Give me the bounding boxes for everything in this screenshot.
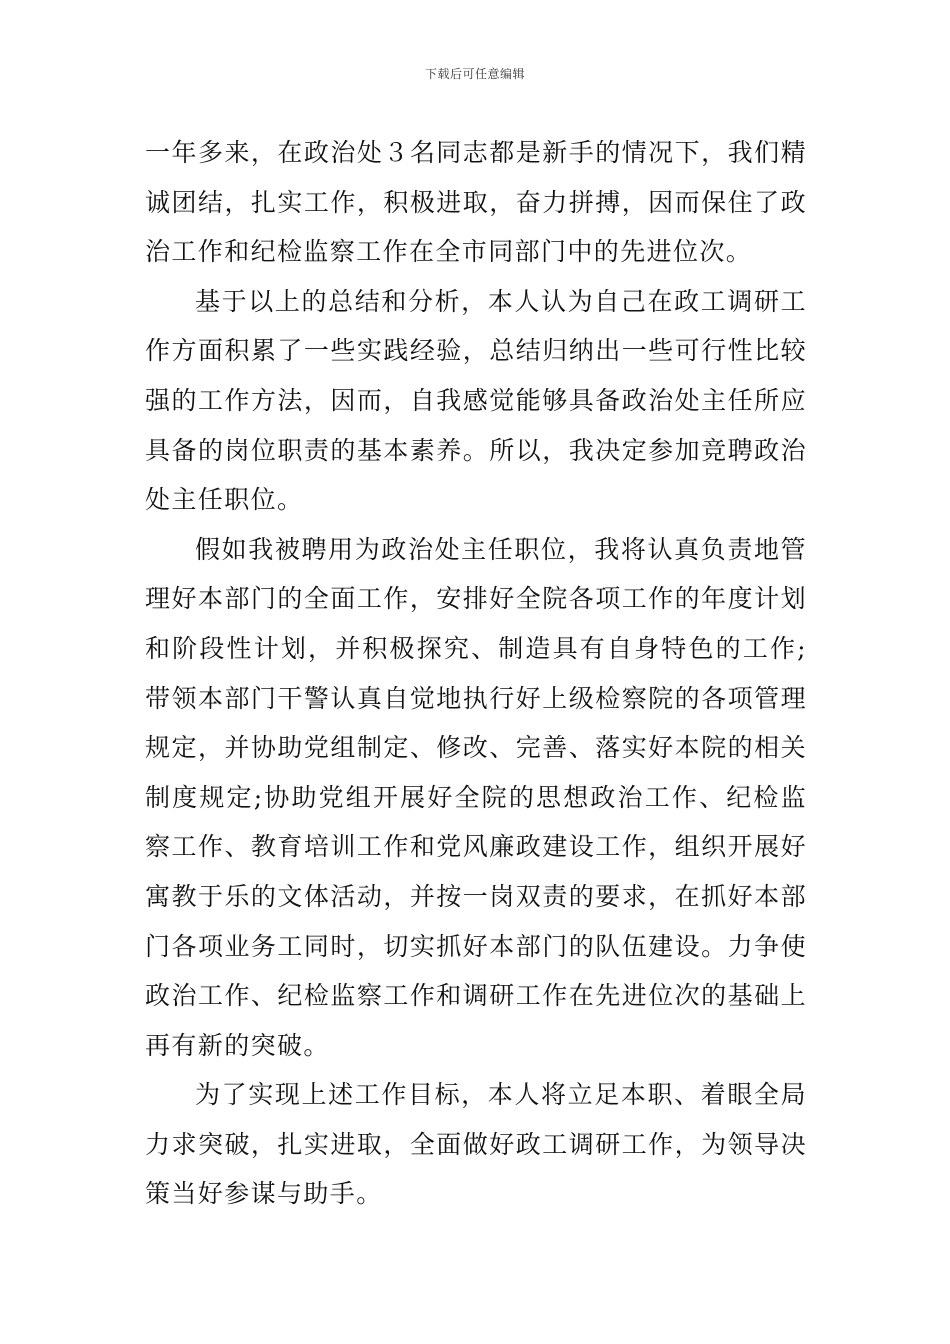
page-header: 下载后可任意编辑	[424, 67, 525, 81]
document-body	[145, 128, 807, 1219]
paragraph-2: 基于以上的总结和分析，本人认为自己在政工调研工作方面积累了一些实践经验，总结归纳出一些可行性比较强的工作方法，因而，自我感觉能够具备政治处主任所应具备的岗位职责的基本素养。所以，我决定参加竞聘政治处主任职位。	[145, 286, 807, 515]
paragraph-3: 假如我被聘用为政治处主任职位，我将认真负责地管理好本部门的全面工作，安排好全院各项工作的年度计划和阶段性计划，并积极探究、制造具有自身特色的工作;带领本部门干警认真自觉地执行好上级检察院的各项管理规定，并协助党组制定、修改、完善、落实好本院的相关制度规定;协助党组开展好全院的思想政治工作、纪检监察工作、教育培训工作和党风廉政建设工作，组织开展好寓教于乐的文体活动，并按一岗双责的要求，在抓好本部门各项业务工同时，切实抓好本部门的队伍建设。力争使政治工作、纪检监察工作和调研工作在先进位次的基础上再有新的突破。	[145, 534, 807, 1060]
paragraph-4: 为了实现上述工作目标，本人将立足本职、着眼全局力求突破，扎实进取，全面做好政工调研工作，为领导决策当好参谋与助手。	[145, 1080, 807, 1209]
paragraph-1: 一年多来，在政治处３名同志都是新手的情况下，我们精诚团结，扎实工作，积极进取，奋力拼搏，因而保住了政治工作和纪检监察工作在全市同部门中的先进位次。	[145, 138, 807, 267]
